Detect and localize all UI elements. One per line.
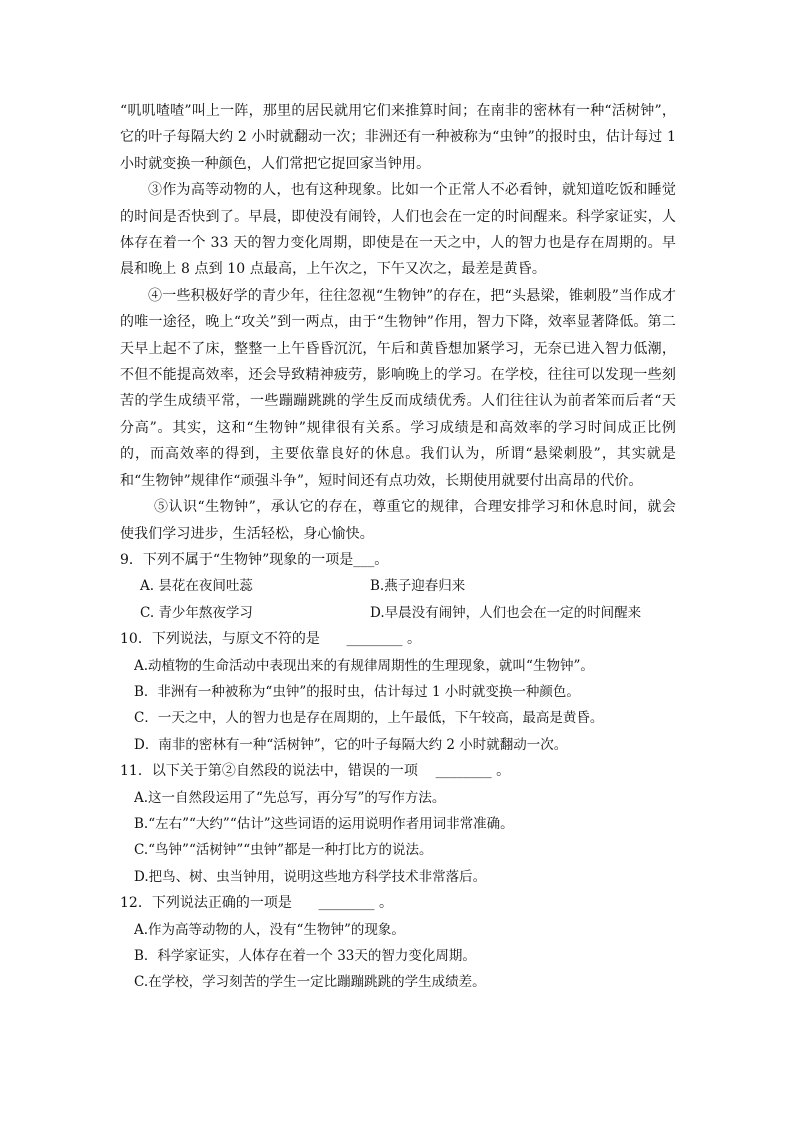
question-stem: 12．下列说法正确的一项是 ________ 。 — [120, 895, 393, 912]
passage-paragraph-continued: “叽叽喳喳”叫上一阵，那里的居民就用它们来推算时间；在南非的密林有一种“活树钟”，它的叶子每隔大约 2 小时就翻动一次；非洲还有一种被称为“虫钟”的报时虫，估计每过 1 小时就变换一种颜色，人们常把它捉回家当钟用。 — [120, 103, 676, 172]
passage-paragraph-3: ③作为高等动物的人，也有这种现象。比如一个正常人不必看钟，就知道吃饭和睡觉的时间是否快到了。早晨，即使没有闹铃，人们也会在一定的时间醒来。科学家证实，人体存在着一个 33 天的智力变化周期，即使是在一天之中，人的智力也是存在周期的。早晨和晚上 8 点到 10 点最高，上午次之，下午又次之，最差是黄昏。 — [120, 182, 676, 278]
option-c: C．一天之中，人的智力也是存在周期的，上午最低，下午较高，最高是黄昏。 — [134, 710, 604, 727]
option-a: A. 昙花在夜间吐蕊 — [140, 578, 253, 595]
question-9 — [120, 547, 676, 626]
option-a: A.这一自然段运用了“先总写，再分写”的写作方法。 — [134, 789, 446, 806]
passage-paragraph-5: ⑤认识“生物钟”，承认它的存在，尊重它的规律，合理安排学习和休息时间，就会使我们学习进步，生活轻松，身心愉快。 — [120, 499, 676, 542]
document-page — [120, 98, 676, 996]
option-b: B．科学家证实，人体存在着一个 33天的智力变化周期。 — [134, 948, 476, 964]
option-d: D.早晨没有闹钟，人们也会在一定的时间醒来 — [370, 604, 642, 621]
question-12 — [120, 890, 676, 996]
option-d: D．南非的密林有一种“活树钟”，它的叶子每隔大约 2 小时就翻动一次。 — [134, 736, 568, 753]
question-stem: 9．下列不属于“生物钟”现象的一项是___。 — [120, 551, 389, 568]
question-11 — [120, 758, 676, 890]
option-a: A.动植物的生命活动中表现出来的有规律周期性的生理现象，就叫“生物钟”。 — [134, 657, 594, 674]
option-a: A.作为高等动物的人，没有“生物钟”的现象。 — [134, 921, 405, 938]
option-c: C.“鸟钟”“活树钟”“虫钟”都是一种打比方的说法。 — [134, 842, 433, 859]
question-stem: 11．以下关于第②自然段的说法中，错误的一项 ________ 。 — [120, 763, 511, 780]
option-c: C. 青少年熬夜学习 — [140, 604, 253, 621]
passage-paragraph-4: ④一些积极好学的青少年，往往忽视“生物钟”的存在，把“头悬梁，锥刺股”当作成才的唯一途径，晚上“攻关”到一两点，由于“生物钟”作用，智力下降，效率显著降低。第二天早上起不了床，整整一上午昏昏沉沉，午后和黄昏想加紧学习，无奈已进入智力低潮，不但不能提高效率，还会导致精神疲劳，影响晚上的学习。在学校，往往可以发现一些刻苦的学生成绩平常，一些蹦蹦跳跳的学生反而成绩优秀。人们往往认为前者笨而后者“天分高”。其实，这和“生物钟”规律很有关系。学习成绩是和高效率的学习时间成正比例的，而高效率的得到，主要依靠良好的休息。我们认为，所谓“悬梁刺股”，其实就是和“生物钟”规律作“顽强斗争”，短时间还有点功效，长期使用就要付出高昂的代价。 — [120, 287, 676, 489]
question-stem: 10．下列说法，与原文不符的是 ________ 。 — [120, 631, 421, 648]
option-b: B．非洲有一种被称为“虫钟”的报时虫，估计每过 1 小时就变换一种颜色。 — [134, 683, 580, 700]
option-b: B.燕子迎春归来 — [370, 578, 466, 595]
question-10 — [120, 626, 676, 758]
option-c: C.在学校，学习刻苦的学生一定比蹦蹦跳跳的学生成绩差。 — [134, 974, 486, 991]
option-d: D.把鸟、树、虫当钟用，说明这些地方科学技术非常落后。 — [134, 868, 487, 885]
option-b: B.“左右”“大约”“估计”这些词语的运用说明作者用词非常准确。 — [134, 815, 514, 832]
